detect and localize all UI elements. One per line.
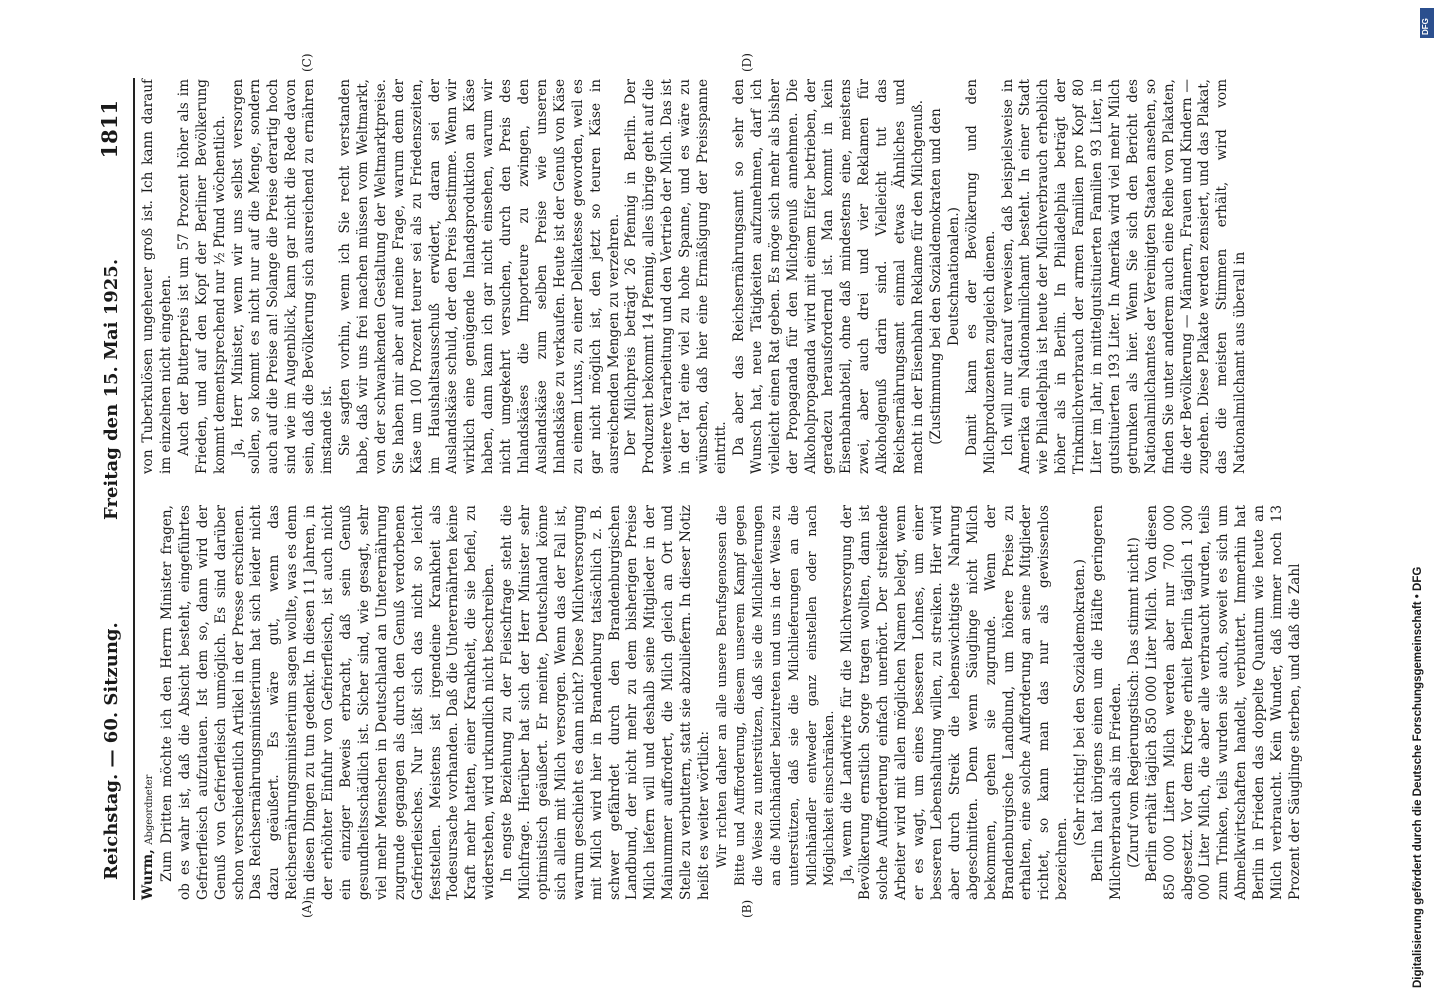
paragraph: Zum Dritten möchte ich den Herrn Minister fragen, ob es wahr ist, daß die Absicht besteht, eingeführtes Gefrierfleisch aufzutauen. Ist dem so, dann wird der Genuß von Gefrierfleisch unmöglich. Es sind darüber schon verschiedentlich Artikel in der Presse erschienen. Das Reichsernährungsministerium hat sich leider nicht dazu geäußert. Es wäre gut, wenn das Reichsernährungsministerium sagen wollte, was es denn in diesen Dingen zu tun gedenkt. In diesen 11 Jahren, in der erhöhter Einfuhr von Gefrierfleisch, ist auch nicht ein einziger Beweis erbracht, daß sein Genuß gesundheitsschädlich ist. Sicher sind, wie gesagt, sehr viel mehr Menschen in Deutschland an Unterernährung zugrunde gegangen als durch den Genuß verdorbenen Gefrierfleisches. Nur läßt sich das nicht so leicht feststellen. Meistens ist irgendeine Krankheit als Todesursache vorhanden. Daß die Unterernährten keine Kraft mehr hatten, einer Krankheit, die sie befiel, zu widerstehen, wird urkundlich nicht beschreiben. [158, 505, 498, 900]
paragraph: Ja, wenn die Landwirte für die Milchversorgung der Bevölkerung ernstlich Sorge tragen wollten, dann ist solche Aufforderung einfach unerhört. Der streikende Arbeiter wird mit allen möglichen Namen belegt, wenn er es wagt, um eines besseren Lohnes, um einer besseren Lebenshaltung willen, zu streiken. Hier wird aber durch Streik die lebenswichtigste Nahrung abgeschnitten. Denn wenn Säuglinge nicht Milch bekommen, gehen sie zugrunde. Wenn der Brandenburgische Landbund, um höhere Preise zu erhalten, eine solche Aufforderung an seine Mitglieder richtet, so kann man das nur als gewissenlos bezeichnen. [839, 505, 1071, 900]
right-column [140, 79, 1250, 474]
header-session: Reichstag. — 60. Sitzung. [101, 622, 122, 880]
paragraph: Sie sagten vorhin, wenn ich Sie recht verstanden habe, daß wir uns frei machen müssen vom Weltmarkt, von der schwankenden Gestaltung der Weltmarktpreise. Sie haben mir aber auf meine Frage, warum denn der Käse um 100 Prozent teurer sei als zu Friedenszeiten, im Haushaltsausschuß erwidert, daran sei der Auslandskäse schuld, der den Preis bestimme. Wenn wir wirklich eine genügende Inlandsproduktion an Käse haben, dann kann ich gar nicht einsehen, warum wir nicht umgekehrt versuchen, durch den Preis des Inlandskäses die Importeure zu zwingen, den Auslandskäse zum selben Preise wie unseren Inlandskäse zu verkaufen. Heute ist der Genuß von Käse zu einem Luxus, zu einer Delikatesse geworden, weil es gar nicht möglich ist, den jetzt so teuren Käse in ausreichenden Mengen zu verzehren. [336, 79, 622, 474]
paragraph: Ich will nur darauf verweisen, daß beispielsweise in Amerika ein Nationalmilchamt besteht. In einer Stadt wie Philadelphia ist heute der Milchverbrauch erheblich höher als in Berlin. In Philadelphia beträgt der Trinkmilchverbrauch der armen Familien pro Kopf 80 Liter im Jahr, in mittelgutsituierten Familien 93 Liter, in gutsituierten 193 Liter. In Amerika wird viel mehr Milch getrunken als hier. Wenn Sie sich den Bericht des Nationalmilchamtes der Vereinigten Staaten ansehen, so finden Sie unter anderem auch eine Reihe von Plakaten, die der Bevölkerung — Männern, Frauen und Kindern — zugehen. Diese Plakate werden zensiert, und das Plakat, das die meisten Stimmen erhält, wird vom Nationalmilchamt aus überall in [999, 79, 1249, 474]
paragraph: Berlin hat übrigens einen um die Hälfte geringeren Milchverbrauch als im Frieden. [1090, 505, 1124, 900]
left-column [140, 505, 1305, 900]
dfg-logo [1420, 8, 1434, 38]
header-rule [133, 78, 135, 900]
speaker-line [140, 505, 159, 900]
digitization-credit [1410, 8, 1434, 992]
paragraph: Da aber das Reichsernährungsamt so sehr den Wunsch hat, neue Tätigkeiten aufzunehmen, darf ich vielleicht einen Rat geben. Es möge sich mehr als bisher der Propaganda für den Milchgenuß annehmen. Die Alkoholpropaganda wird mit einem Eifer betrieben, der geradezu herausfordernd ist. Man kommt in kein Eisenbahnabteil, ohne daß mindestens eine, meistens zwei, aber auch drei und vier Reklamen für Alkoholgenuß darin sind. Vielleicht tut das Reichsernährungsamt einmal etwas Ähnliches und macht in der Eisenbahn Reklame für den Milchgenuß. [730, 79, 926, 474]
paragraph: In engste Beziehung zu der Fleischfrage steht die Milchfrage. Hierüber hat sich der Herr Minister sehr optimistisch geäußert. Er meinte, Deutschland könne sich allein mit Milch versorgen. Wenn das der Fall ist, warum geschieht es dann nicht? Diese Milchversorgung mit Milch wird hier in Brandenburg tatsächlich z. B. schwer gefährdet durch den Brandenburgischen Landbund, der nicht mehr zu dem bisherigen Preise Milch liefern will und deshalb seine Mitglieder in der Mainummer auffordert, die Milch gleich an Ort und Stelle zu verbuttern, statt sie abzuliefern. In dieser Notiz heißt es weiter wörtlich: [499, 504, 713, 900]
paragraph: Berlin erhält täglich 850 000 Liter Milch. Von diesen 850 000 Litern Milch werden aber nur 700 000 abgesetzt. Vor dem Kriege erhielt Berlin täglich 1 300 000 Liter Milch, die aber alle verbraucht wurden, teils zum Trinken, teils wurden sie auch, soweit es sich um Abmelkwirtschaften handelt, verbuttert. Immerhin hat Berlin in Frieden das doppelte Quantum wie heute an Milch verbraucht. Kein Wunder, daß immer noch 13 Prozent der Säuglinge sterben, und daß die Zahl [1143, 505, 1303, 900]
margin-mark-a: (A) [300, 899, 314, 918]
paragraph: Ja, Herr Minister, wenn wir uns selbst versorgen sollen, so kommt es nicht nur auf die Menge, sondern auch auf die Preise an! Solange die Preise derartig hoch sind wie im Augenblick, kann gar nicht die Rede davon sein, daß die Bevölkerung sich ausreichend zu ernähren imstande ist. [229, 79, 336, 474]
speaker-role: Abgeordneter [144, 774, 155, 845]
paragraph: Auch der Butterpreis ist um 57 Prozent höher als im Frieden, und auf den Kopf der Berliner Bevölkerung kommt dementsprechend nur ½ Pfund wöchentlich. [175, 79, 228, 474]
margin-mark-c: (C) [300, 53, 314, 72]
header-date: Freitag den 15. Mai 1925. [101, 258, 122, 520]
paragraph: von Tuberkulösen ungeheuer groß ist. Ich kann darauf im einzelnen nicht eingehen. [140, 79, 174, 474]
dfg-logo-text: DFG [1421, 18, 1430, 35]
speaker-name: Wurm, [140, 849, 156, 900]
paragraph: Damit kann es der Bevölkerung und den Milchproduzenten zugleich dienen. [963, 79, 998, 474]
interjection: (Zuruf vom Regierungstisch: Das stimmt nicht!) [1125, 537, 1142, 868]
page-number: 1811 [97, 100, 122, 159]
interjection: (Zustimmung bei den Sozialdemokraten und den Deutschnationalen.) [927, 108, 962, 445]
margin-mark-b: (B) [740, 899, 754, 918]
margin-mark-d: (D) [740, 53, 754, 72]
paragraph: Der Milchpreis beträgt 26 Pfennig in Berlin. Der Produzent bekommt 14 Pfennig, alles übrige geht auf die weitere Verarbeitung und den Vertrieb der Milch. Das ist in der Tat eine viel zu hohe Spanne, und es wäre zu wünschen, daß hier eine Ermäßigung der Preisspanne eintritt. [623, 79, 729, 474]
interjection: (Sehr richtig! bei den Sozialdemokraten.) [1072, 559, 1089, 846]
credit-text: Digitalisierung gefördert durch die Deutsche Forschungsgemeinschaft • DFG [1412, 566, 1424, 988]
page-header [97, 100, 129, 880]
quote-paragraph: Wir richten daher an alle unsere Berufsgenossen die Bitte und Aufforderung, diesem unserem Kampf gegen die Weise zu unterstützen, daß sie die Milchlieferungen an die Milchhändler beizutreten und uns in der Weise zu unterstützen, daß sie die Milchlieferungen an die Milchhändler entweder ganz einstellen oder nach Möglichkeit einschränken. [715, 505, 838, 886]
